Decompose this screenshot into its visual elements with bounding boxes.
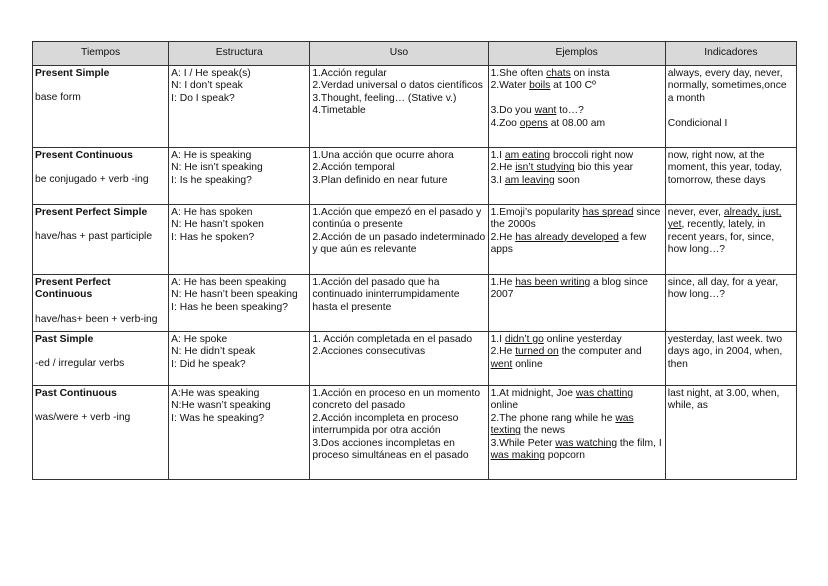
structure-line: N: I don’t speak — [171, 80, 243, 92]
text-segment: 2.He — [490, 231, 516, 243]
underlined-verb: am leaving — [504, 174, 555, 186]
underlined-verb: has been writing — [515, 277, 591, 288]
underlined-verb: was chatting — [575, 388, 634, 399]
spacer — [35, 162, 166, 174]
example-line — [491, 438, 663, 463]
text-segment: the computer and — [558, 346, 642, 358]
underlined-verb: boils — [529, 80, 551, 92]
text-segment: online yesterday — [543, 334, 622, 345]
text-segment: 2.He — [490, 162, 516, 174]
text-segment: a blog since 2007 — [490, 277, 648, 301]
text-segment: 2.Water — [490, 80, 530, 92]
tense-name: Present Perfect Continuous — [35, 277, 111, 301]
use-line: 2.Verdad universal o datos científicos — [312, 80, 483, 92]
tense-formula: -ed / irregular verbs — [35, 358, 125, 370]
use-line: 2.Acción temporal — [312, 162, 395, 174]
indicator-line: Condicional I — [667, 117, 728, 129]
underlined-verb: opens — [519, 117, 548, 129]
example-line — [491, 413, 663, 438]
text-segment: at 08.00 am — [547, 117, 606, 129]
table-row — [33, 275, 797, 332]
structure-line: A: He spoke — [171, 334, 228, 345]
text-segment: , recently, lately, in recent years, for, since, how long…? — [667, 219, 775, 256]
example-line — [491, 346, 663, 371]
text-segment: broccoli right now — [550, 150, 634, 161]
text-segment: on insta — [570, 68, 610, 79]
underlined-verb: want — [534, 105, 557, 117]
text-segment: 3.Do you — [490, 105, 535, 117]
structure-line: A: He has been speaking — [171, 277, 287, 288]
structure-line: N: He isn’t speaking — [171, 162, 263, 174]
cell-tense — [33, 275, 169, 332]
cell-structure — [169, 275, 310, 332]
tense-name: Present Simple — [35, 68, 110, 79]
structure-line: A:He was speaking — [171, 388, 260, 399]
text-segment: 4.Zoo — [490, 117, 520, 129]
spacer — [35, 80, 166, 92]
structure-line: I: Has he been speaking? — [171, 301, 288, 313]
indicator-line — [668, 207, 794, 257]
underlined-verb: was watching — [555, 437, 618, 449]
text-segment: online — [490, 400, 519, 412]
use-line: 1.Acción del pasado que ha continuado ininterrumpidamente hasta el presente — [312, 277, 460, 313]
text-segment: the film, I — [617, 437, 662, 449]
structure-line: I: Do I speak? — [171, 92, 235, 104]
text-segment: 1.I — [490, 334, 505, 345]
text-segment: online — [512, 358, 543, 370]
text-segment: 3.I — [490, 174, 505, 186]
table-row — [33, 386, 797, 480]
cell-structure — [169, 148, 310, 205]
cell-tense — [33, 148, 169, 205]
example-line — [491, 232, 663, 257]
tense-name: Past Simple — [35, 334, 94, 345]
tense-formula: have/has+ been + verb-ing — [35, 313, 158, 325]
cell-indicators — [665, 205, 796, 275]
indicator-line: since, all day, for a year, how long…? — [667, 277, 779, 301]
text-segment: 1.At midnight, Joe — [490, 388, 576, 399]
structure-line: I: Did he speak? — [171, 358, 246, 370]
underlined-verb: has spread — [582, 207, 634, 218]
indicator-line — [668, 105, 794, 117]
spacer — [35, 219, 166, 231]
example-line — [491, 334, 663, 346]
example-line — [491, 80, 663, 92]
use-line: 2.Acciones consecutivas — [312, 346, 426, 358]
example-line — [491, 118, 663, 130]
spacer — [35, 400, 166, 412]
cell-examples — [488, 66, 665, 148]
use-line: 3.Thought, feeling… (Stative v.) — [312, 92, 457, 104]
cell-indicators — [665, 386, 796, 480]
spacer — [35, 302, 166, 314]
text-segment: to…? — [556, 105, 584, 117]
text-segment: 1.Emoji’s popularity — [490, 207, 583, 218]
example-line — [491, 277, 663, 302]
example-line — [491, 93, 663, 105]
example-line — [491, 150, 663, 162]
indicator-line: now, right now, at the moment, this year, today, tomorrow, these days — [667, 150, 783, 186]
structure-line: A: He has spoken — [171, 207, 253, 218]
tense-formula: was/were + verb -ing — [35, 412, 131, 424]
tense-name: Past Continuous — [35, 388, 117, 399]
structure-line: A: I / He speak(s) — [171, 68, 251, 79]
underlined-verb: was making — [490, 450, 545, 462]
cell-indicators — [665, 275, 796, 332]
cell-structure — [169, 66, 310, 148]
cell-examples — [488, 205, 665, 275]
text-segment: soon — [554, 174, 580, 186]
cell-indicators — [665, 66, 796, 148]
use-line: 1.Acción en proceso en un momento concreto del pasado — [312, 388, 481, 412]
underlined-verb: isn’t studying — [515, 162, 575, 174]
use-line: 4.Timetable — [312, 105, 366, 117]
text-segment: popcorn — [544, 450, 586, 462]
underlined-verb: went — [490, 358, 513, 370]
use-line: 1.Acción que empezó en el pasado y continúa o presente — [312, 207, 482, 231]
structure-line: N: He hasn’t spoken — [171, 219, 264, 231]
structure-line: N: He hasn’t been speaking — [171, 289, 298, 301]
text-segment: 2.He — [490, 346, 516, 358]
indicator-line: yesterday, last week. two days ago, in 2004, when, then — [667, 334, 783, 370]
text-segment: 1.She often — [490, 68, 547, 79]
text-segment: since the 2000s — [490, 207, 661, 231]
text-segment: 2.The phone rang while he — [490, 412, 616, 424]
header-row — [33, 42, 797, 66]
header-uso: Uso — [310, 42, 488, 66]
text-segment: at 100 Cº — [550, 80, 596, 92]
cell-uses — [310, 148, 488, 205]
use-line: 1.Una acción que ocurre ahora — [312, 150, 454, 161]
header-indicadores: Indicadores — [665, 42, 796, 66]
cell-examples — [488, 332, 665, 386]
cell-examples — [488, 148, 665, 205]
indicator-line: last night, at 3.00, when, while, as — [667, 388, 780, 412]
underlined-verb: turned on — [515, 346, 559, 358]
example-line — [491, 175, 663, 187]
table-row — [33, 332, 797, 386]
example-line — [491, 68, 663, 80]
text-segment: 1.He — [490, 277, 516, 288]
tenses-table — [32, 41, 797, 480]
indicator-line: always, every day, never, normally, sometimes,once a month — [667, 68, 787, 104]
structure-line: I: Has he spoken? — [171, 231, 255, 243]
use-line: 2.Acción incompleta en proceso interrumpida por otra acción — [312, 412, 459, 437]
example-line — [491, 105, 663, 117]
cell-structure — [169, 386, 310, 480]
use-line: 1. Acción completada en el pasado — [312, 334, 473, 345]
tense-formula: have/has + past participle — [35, 231, 153, 243]
example-line — [491, 162, 663, 174]
cell-indicators — [665, 332, 796, 386]
spacer — [35, 346, 166, 358]
structure-line: A: He is speaking — [171, 150, 252, 161]
cell-tense — [33, 205, 169, 275]
underlined-verb: am eating — [504, 150, 551, 161]
tense-name: Present Perfect Simple — [35, 207, 148, 218]
structure-line: N:He wasn’t speaking — [171, 400, 271, 412]
underlined-verb: chats — [546, 68, 571, 79]
text-segment: a few apps — [490, 231, 647, 256]
cell-uses — [310, 332, 488, 386]
text-segment: the news — [520, 425, 565, 437]
cell-structure — [169, 332, 310, 386]
cell-uses — [310, 205, 488, 275]
header-estructura: Estructura — [169, 42, 310, 66]
structure-line: N: He didn’t speak — [171, 346, 256, 358]
table-row — [33, 66, 797, 148]
underlined-verb: already, just, yet — [667, 207, 782, 231]
cell-indicators — [665, 148, 796, 205]
structure-line: I: Is he speaking? — [171, 174, 252, 186]
cell-tense — [33, 386, 169, 480]
text-segment: bio this year — [574, 162, 634, 174]
cell-uses — [310, 66, 488, 148]
example-line — [491, 207, 663, 232]
example-line — [491, 388, 663, 413]
text-segment: never, ever, — [667, 207, 724, 218]
cell-examples — [488, 275, 665, 332]
header-tiempos: Tiempos — [33, 42, 169, 66]
use-line: 2.Acción de un pasado indeterminado y que aún es relevante — [312, 231, 486, 256]
use-line: 1.Acción regular — [312, 68, 387, 79]
tense-name: Present Continuous — [35, 150, 133, 161]
cell-examples — [488, 386, 665, 480]
cell-structure — [169, 205, 310, 275]
underlined-verb: didn’t go — [504, 334, 544, 345]
table-row — [33, 148, 797, 205]
use-line: 3.Plan definido en near future — [312, 174, 448, 186]
table-row — [33, 205, 797, 275]
cell-tense — [33, 332, 169, 386]
underlined-verb: was texting — [490, 412, 634, 437]
structure-line: I: Was he speaking? — [171, 412, 265, 424]
cell-tense — [33, 66, 169, 148]
tense-formula: base form — [35, 92, 81, 104]
header-ejemplos: Ejemplos — [488, 42, 665, 66]
text-segment: 3.While Peter — [490, 437, 556, 449]
cell-uses — [310, 386, 488, 480]
tense-formula: be conjugado + verb -ing — [35, 174, 149, 186]
use-line: 3.Dos acciones incompletas en proceso simultáneas en el pasado — [312, 437, 469, 462]
underlined-verb: has already developed — [515, 231, 619, 243]
text-segment: 1.I — [490, 150, 505, 161]
cell-uses — [310, 275, 488, 332]
